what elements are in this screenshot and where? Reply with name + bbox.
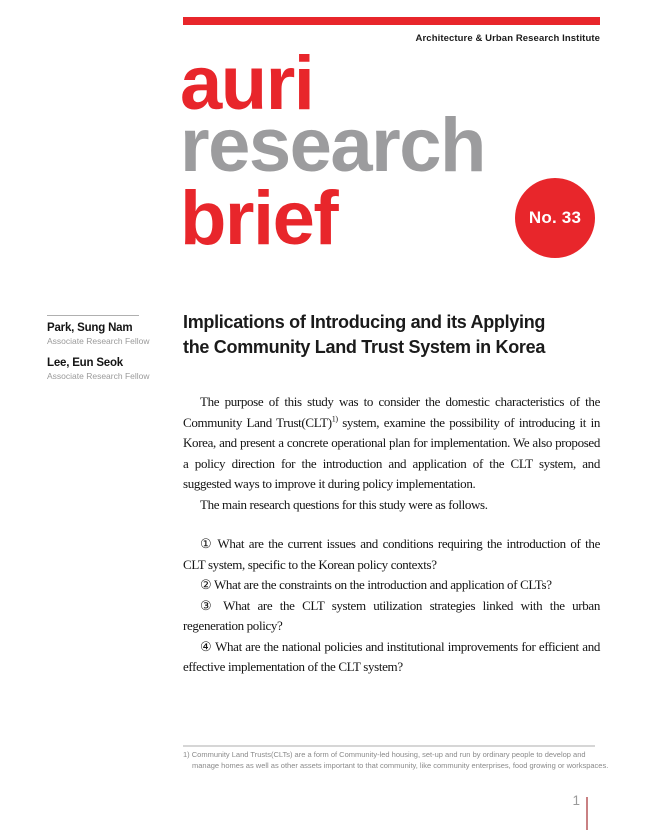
issue-number-badge: No. 33 xyxy=(515,178,595,258)
purpose-text-after-ref: system, examine the possibility of introducing it in Korea, and present a concrete operational plan for implementation. We also proposed a policy direction for the introduction and application of the CLT system, and suggested ways to improve it during policy implementation. xyxy=(183,414,600,491)
research-question-4: ④ What are the national policies and institutional improvements for efficient and effective implementation of the CLT system? xyxy=(183,638,600,674)
authors-divider xyxy=(47,315,139,316)
institute-name: Architecture & Urban Research Institute xyxy=(415,33,600,44)
author-role: Associate Research Fellow xyxy=(47,336,150,346)
author-entry xyxy=(47,322,167,346)
author-entry xyxy=(47,357,167,381)
page-number-accent-line xyxy=(586,797,588,830)
report-title-line-1: Implications of Introducing and its Applying xyxy=(183,312,546,332)
top-red-bar xyxy=(183,17,600,25)
research-question-3: ③ What are the CLT system utilization strategies linked with the urban regeneration policy? xyxy=(183,597,600,633)
report-title-line-2: the Community Land Trust System in Korea xyxy=(183,336,546,357)
footnote-divider xyxy=(183,745,595,747)
logo-word-research: research xyxy=(180,103,485,188)
author-name: Lee, Eun Seok xyxy=(47,357,124,369)
author-name: Park, Sung Nam xyxy=(47,322,133,334)
authors-block xyxy=(47,315,167,381)
page-number: 1 xyxy=(572,793,580,808)
research-questions-list xyxy=(183,534,600,678)
body-paragraph-questions-intro: The main research questions for this study were as follows. xyxy=(200,496,488,512)
author-role: Associate Research Fellow xyxy=(47,371,150,381)
abstract-body xyxy=(183,392,600,678)
logo-word-auri: auri xyxy=(180,41,314,126)
purpose-text-before-ref: The purpose of this study was to consider the domestic characteristics of the Community Land Trust(CLT) xyxy=(183,394,600,430)
footnote-text: 1) Community Land Trusts(CLTs) are a form of Community-led housing, set-up and run by ordinary people to develop and manage homes as well as other assets important to that community, like community enterprises, food growing or workspaces. xyxy=(183,750,609,770)
body-paragraph-purpose xyxy=(183,392,600,495)
logo-word-brief: brief xyxy=(180,176,338,261)
research-question-2: ② What are the constraints on the introduction and application of CLTs? xyxy=(200,577,552,592)
footnote-reference: 1) xyxy=(331,414,338,424)
report-title xyxy=(183,310,613,359)
research-question-1: ① What are the current issues and conditions requiring the introduction of the CLT system, specific to the Korean policy contexts? xyxy=(183,536,600,572)
